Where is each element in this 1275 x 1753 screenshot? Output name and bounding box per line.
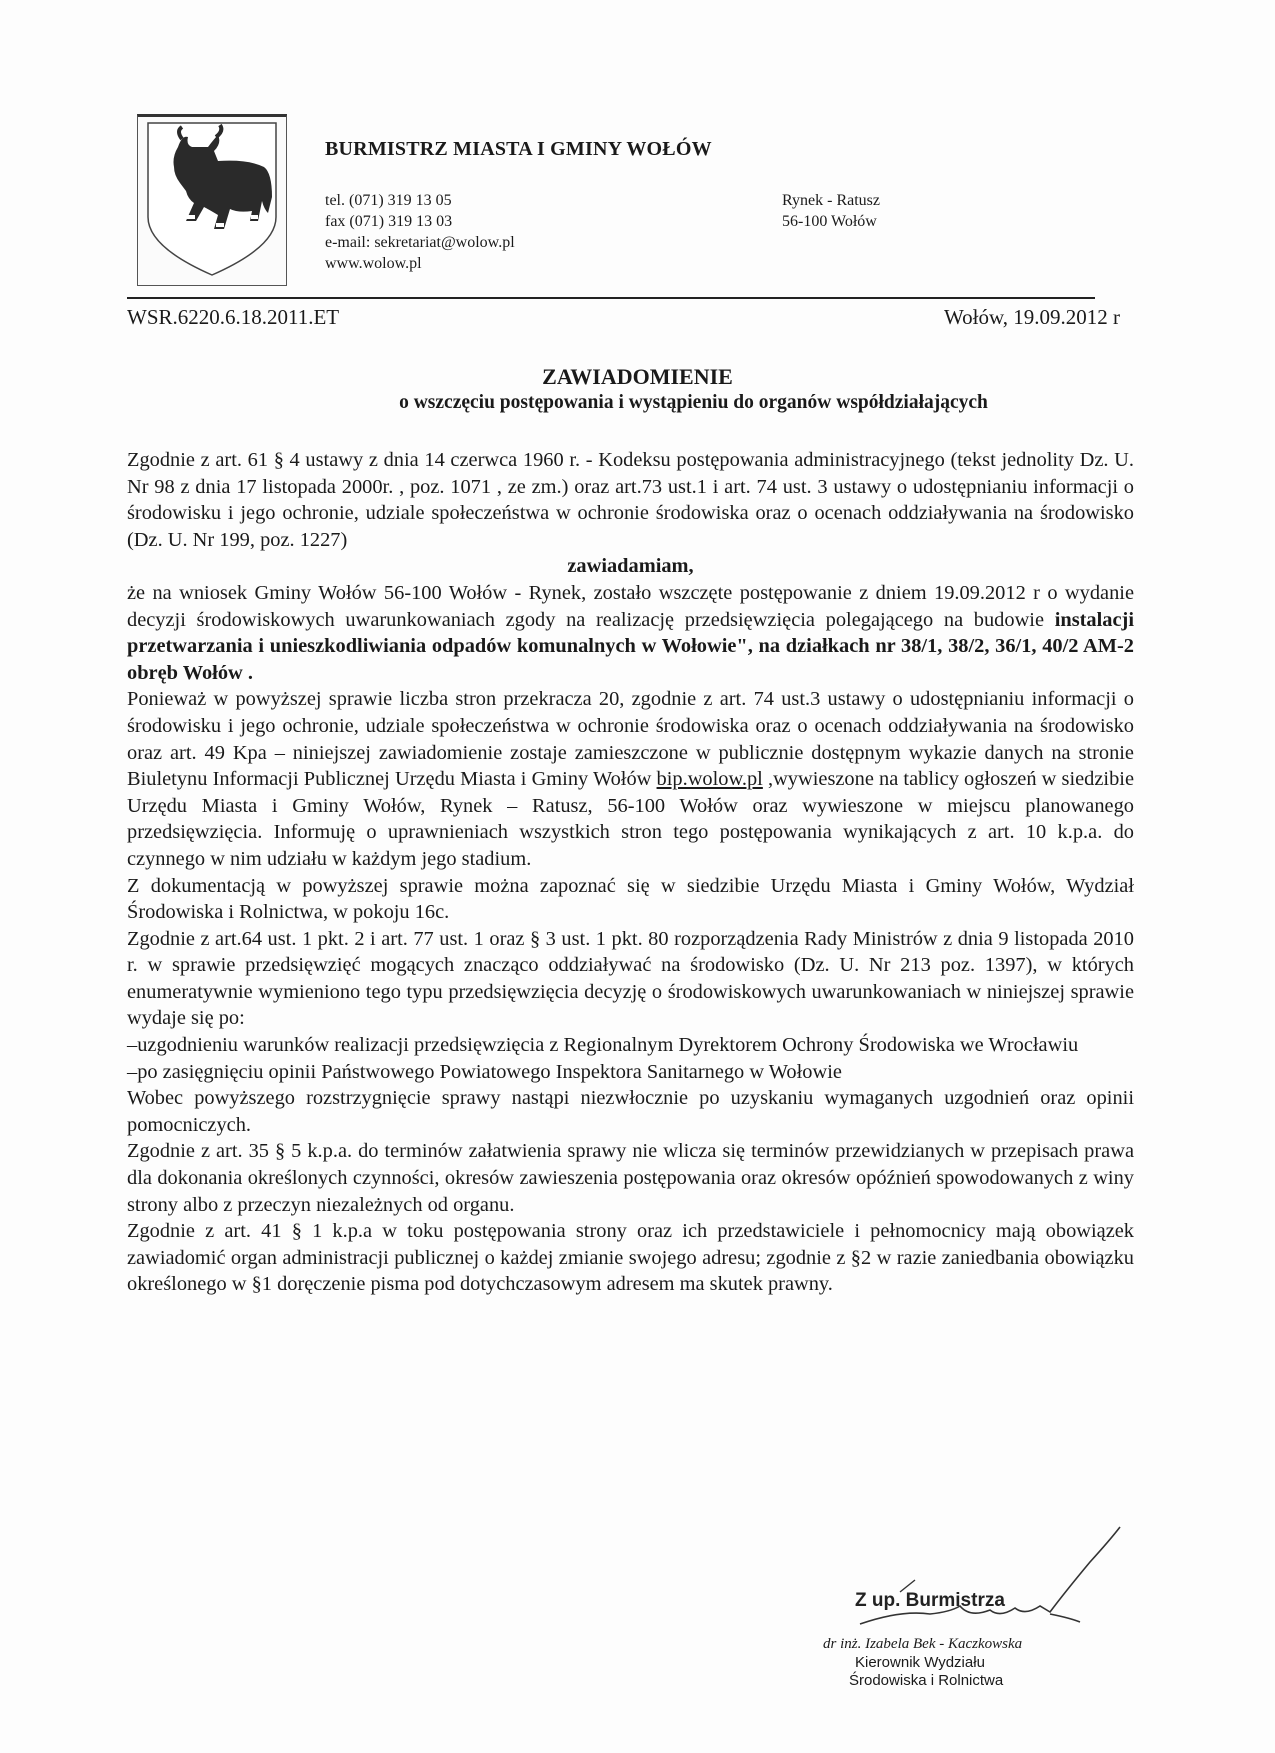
signatory-department: Środowiska i Rolnictwa: [849, 1672, 1004, 1689]
phone: tel. (071) 319 13 05: [325, 192, 452, 209]
paragraph-2-text: Ponieważ w powyższej sprawie liczba stron przekracza 20, zgodnie z art. 74 ust.3 ustawy o udostępnianiu informacji o środowisku i jego ochronie, udziale społeczeństwa w ochronie środowiska oraz o ocenach oddziaływania na środowisko oraz art. 49 Kpa – niniejszej zawiadomienie zostaje zamieszczone w publicznie dostępnym wykazie danych na stronie Biuletynu Informacji Publicznej Urzędu Miasta i Gminy Wołów: [127, 688, 1134, 791]
list-item: –po zasięgnięciu opinii Państwowego Powiatowego Inspektora Sanitarnego w Wołowie: [127, 1060, 842, 1083]
intro-paragraph: Zgodnie z art. 61 § 4 ustawy z dnia 14 czerwca 1960 r. - Kodeksu postępowania administracyjnego (tekst jednolity Dz. U. Nr 98 z dnia 17 listopada 2000r. , poz. 1071 , ze zm.) oraz art.73 ust.1 i art. 74 ust. 3 ustawy o udostępnianiu informacji o środowisku i jego ochronie, udziale społeczeństwa w ochronie środowiska oraz o ocenach oddziaływania na środowisko (Dz. U. Nr 199, poz. 1227): [127, 449, 1134, 551]
handwritten-signature-icon: [840, 1522, 1130, 1642]
paragraph-5: Wobec powyższego rozstrzygnięcie sprawy nastąpi niezwłocznie po uzyskaniu wymaganych uzgodnień oraz opinii pomocniczych.: [127, 1087, 1134, 1136]
paragraph-4: Zgodnie z art.64 ust. 1 pkt. 2 i art. 77 ust. 1 oraz § 3 ust. 1 pkt. 80 rozporządzenia Rady Ministrów z dnia 9 listopada 2010 r. w sprawie przedsięwzięć mogących znacząco oddziaływać na środowisko (Dz. U. Nr 213 poz. 1397), w których enumeratywnie wymieniono tego typu przedsięwzięcia decyzję o środowiskowych uwarunkowaniach w niniejszej sprawie wydaje się po:: [127, 927, 1134, 1030]
document-date: Wołów, 19.09.2012 r: [943, 305, 1120, 329]
list-item: –uzgodnieniu warunków realizacji przedsięwzięcia z Regionalnym Dyrektorem Ochrony Środowiska we Wrocławiu: [127, 1034, 1079, 1057]
signatory-name: dr inż. Izabela Bek - Kaczkowska: [823, 1636, 1023, 1652]
document-subtitle: o wszczęciu postępowania i wystąpieniu do organów współdziałających: [399, 392, 988, 413]
fax: fax (071) 319 13 03: [325, 213, 453, 230]
document-body: [127, 447, 1134, 1298]
paragraph-2: [127, 686, 1134, 872]
signatory-role: Kierownik Wydziału: [855, 1654, 985, 1671]
bip-link[interactable]: bip.wolow.pl: [656, 768, 763, 791]
signature-stamp-line: Z up. Burmistrza: [855, 1590, 1005, 1611]
email: e-mail: sekretariat@wolow.pl: [325, 234, 515, 251]
contact-block: [325, 190, 515, 274]
paragraph-1-text: że na wniosek Gminy Wołów 56-100 Wołów - Rynek, zostało wszczęte postępowanie z dniem 19.09.2012 r o wydanie decyzji środowiskowych uwarunkowaniach zgody na realizację przedsięwzięcia polegającego na budowie: [127, 581, 1134, 631]
paragraph-2-end: ,wywieszone na tablicy ogłoszeń w siedzibie Urzędu Miasta i Gminy Wołów, Rynek – Ratusz, 56-100 Wołów oraz wywieszone w miejscu planowanego przedsięwzięcia. Informuję o uprawnieniach wszystkich stron tego postępowania wynikających z art. 10 k.p.a. do czynnego w nim udziału w każdym jego stadium.: [127, 768, 1135, 870]
project-description: instalacji przetwarzania i unieszkodliwiania odpadów komunalnych w Wołowie", na działkach nr 38/1, 38/2, 36/1, 40/2 AM-2 obręb Wołów .: [127, 608, 1134, 684]
address-line: 56-100 Wołów: [782, 213, 877, 230]
paragraph-3: Z dokumentacją w powyższej sprawie można zapoznać się w siedzibie Urzędu Miasta i Gminy Wołów, Wydział Środowiska i Rolnictwa, w pokoju 16c.: [127, 874, 1134, 924]
coat-of-arms-bull-icon: [138, 117, 286, 285]
document-title: ZAWIADOMIENIE: [542, 364, 733, 389]
reference-number: WSR.6220.6.18.2011.ET: [127, 305, 340, 329]
address-block: [782, 190, 880, 232]
website: www.wolow.pl: [325, 255, 422, 272]
issuer-name: BURMISTRZ MIASTA I GMINY WOŁÓW: [325, 138, 712, 160]
paragraph-1: [127, 580, 1134, 686]
header-divider: [127, 297, 1095, 299]
address-line: Rynek - Ratusz: [782, 192, 881, 209]
announcement: zawiadamiam,: [567, 555, 694, 578]
coat-of-arms-logo: [137, 114, 287, 286]
paragraph-6: Zgodnie z art. 35 § 5 k.p.a. do terminów załatwienia sprawy nie wlicza się terminów przewidzianych w przepisach prawa dla dokonania określonych czynności, okresów zawieszenia postępowania oraz okresów opóźnień spowodowanych z winy strony albo z przeczyn niezależnych od organu.: [127, 1140, 1134, 1216]
paragraph-7: Zgodnie z art. 41 § 1 k.p.a w toku postępowania strony oraz ich przedstawiciele i pełnomocnicy mają obowiązek zawiadomić organ administracji publicznej o każdej zmianie swojego adresu; zgodnie z §2 w razie zaniedbania obowiązku określonego w §1 doręczenie pisma pod dotychczasowym adresem ma skutek prawny.: [127, 1220, 1134, 1296]
